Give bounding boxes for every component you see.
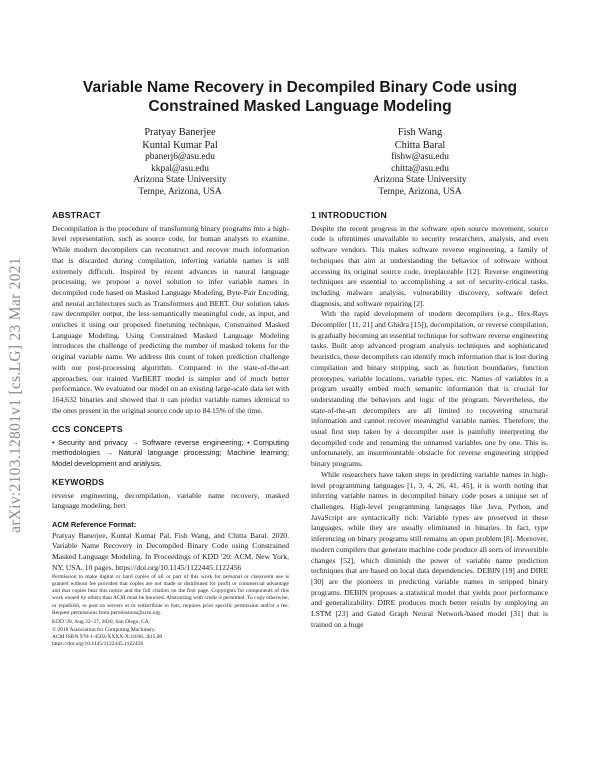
doi-line: https://doi.org/10.1145/1122445.1122456 [52,641,144,648]
keywords-heading: KEYWORDS [52,476,105,487]
ccs-heading: CCS CONCEPTS [52,424,123,435]
author-name: Kuntal Kumar Pal [142,140,218,151]
author-location: Tempe, Arizona, USA [378,186,462,197]
author-block-right [310,126,530,198]
intro-heading: 1 INTRODUCTION [311,210,387,220]
author-name: Fish Wang [397,127,443,138]
abstract-heading: ABSTRACT [52,210,101,220]
permission-notice: Permission to make digital or hard copies of all or part of this work for personal or classroom use is granted without fee provided that copies are not made or distributed for profit or commercial advantage and that copies bear this notice and the full citation on the first page. Copyrights for components of this work owned by others than ACM must be honored. Abstracting with credit is permitted. To copy otherwise, or republish, to post on servers or to redistribute to lists, requires prior specific permission and/or a fee. Request permissions from permissions@acm.org. [52,573,289,617]
author-email: pbanerj6@asu.edu [145,152,215,162]
intro-paragraph-3: While researchers have taken steps in predicting variable names in high-level programming languages [1, 3, 4, 26, 41, 45], it is worth noting that inferring variable names in decompiled binary code poses a unique set of challenges. High-level programming languages like Java, Python, and JavaScript are syntactically rich: Variable types are preserved in these languages, while they are usually eliminated in binaries. In fact, type inferencing on binary programs still remains an open problem [8]. Moreover, modern compilers that generate machine code produce all sorts of irreversible changes [52], which diminish the power of variable name prediction techniques that are based on local data dependencies. DEBIN [19] and DIRE [30] are the pioneers in predicting variable names in stripped binary programs. DEBIN proposes a statistical model that yields poor performance and generalizability. DIRE produces much better results by employing an LSTM [23] and Gated Graph Neural Network-based model [31] that is trained on a huge [311,469,548,629]
author-email: kkpal@asu.edu [151,163,209,174]
left-column [52,210,289,649]
copyright-block [52,619,289,648]
author-location: Tempe, Arizona, USA [138,186,222,197]
intro-paragraph-2: With the rapid development of modern decompilers (e.g., Hex-Rays Decompiler [11, 21] and Ghidra [15]), decompilation, or reverse compilation, is gradually becoming an essential technique for software reverse engineering tasks. Built atop advanced program analysis techniques and sophisticated heuristics, these decompilers can identify much information that is lost during compilation and binary stripping, such as function boundaries, function prototypes, variable locations, variable types, etc. Names of variables in a program usually embed much semantic information that is crucial for understanding the behaviors and logic of the program. Nevertheless, the state-of-the-art decompilers are all limited to recovering structural information and cannot recover meaningful variable names. Therefore, the usual first step taken by a decompiler user is painfully interpreting the decompiled code and renaming the unnamed variables one by one. This is, unfortunately, an insurmountable obstacle for reverse engineering stripped binary programs. [311,309,548,469]
keywords-text: reverse engineering, decompilation, variable name recovery, masked language modeling, bert [52,490,289,511]
author-affiliation: Arizona State University [133,175,227,186]
abstract-text: Decompilation is the procedure of transforming binary programs into a high-level representation, such as source code, for human analysts to examine. While modern decompilers can reconstruct and recover much information that is discarded during compilation, inferring variable names is still extremely difficult. Inspired by recent advances in natural language processing, we propose a novel solution to infer variable names in decompiled code based on Masked Language Modeling, Byte-Pair Encoding, and neural architectures such as Transformers and BERT. Our solution takes raw decompiler output, the less semantically meaningful code, as input, and enriches it using our proposed finetuning technique, Constrained Masked Language Modeling. Using Constrained Masked Language Modeling introduces the challenge of predicting the number of masked tokens for the original variable name. We address this count of token prediction challenge with our post-processing algorithm. Compared to the state-of-the-art approaches, our trained VarBERT model is simpler and of much better performance. We evaluated our model on an existing large-scale data set with 164,632 binaries and showed that it can predict variable names identical to the ones present in the original source code up to 84.15% of the time. [52,223,289,415]
isbn-line: ACM ISBN 978-1-4503-XXXX-X/18/06...$15.00 [52,633,163,640]
reference-format-heading: ACM Reference Format: [52,520,137,530]
right-column [311,210,548,630]
author-name: Pratyay Banerjee [144,127,216,138]
author-block-left [70,126,290,198]
ccs-text: • Security and privacy → Software reverse engineering; • Computing methodologies → Natural language processing; Machine learning; Model development and analysis. [52,438,289,468]
copyright-line: © 2018 Association for Computing Machinery. [52,626,156,633]
arxiv-id: arXiv:2103.12801v1 [cs.LG] 23 Mar 2021 [7,257,24,533]
paper-title: Variable Name Recovery in Decompiled Binary Code using Constrained Masked Language Modeling [82,79,518,115]
arxiv-watermark [8,225,24,565]
intro-paragraph-1: Despite the recent progress in the software open source movement, source code is oftentimes unavailable to security researchers, analysts, and even software vendors. This makes software reverse engineering, a family of techniques that aim at understanding the behavior of software without accessing its original source code, irreplaceable [12]. Reverse engineering techniques are essential to accomplishing a set of security-critical tasks, including malware analysis, vulnerability discovery, software defect diagnosis, and software repairing [2]. [311,223,548,308]
venue-line: KDD '20, Aug 22–27, 2020, San Diego, CA [52,619,149,626]
author-email: chitta@asu.edu [391,163,449,174]
author-email: fishw@asu.edu [391,152,449,162]
author-affiliation: Arizona State University [373,175,467,186]
reference-format-text: Pratyay Banerjee, Kuntal Kumar Pal, Fish Wang, and Chitta Baral. 2020. Variable Name Recovery in Decompiled Binary Code using Constrained Masked Language Modeling. In Proceedings of KDD '20. ACM, New York, NY, USA, 10 pages. https://doi.org/10.1145/1122445.1122456 [52,530,289,572]
author-name: Chitta Baral [394,140,446,151]
